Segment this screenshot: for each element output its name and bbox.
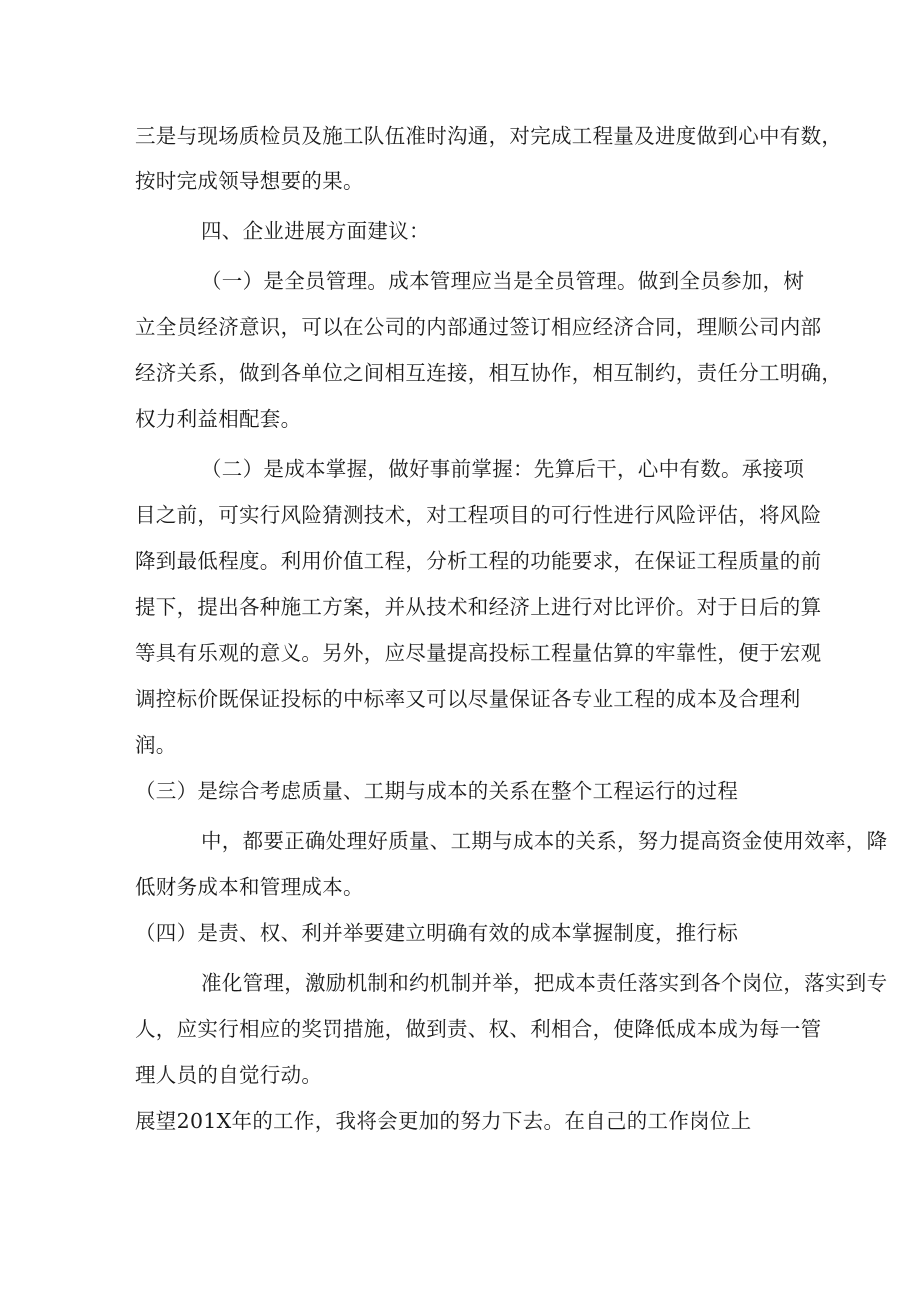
item-2-line-4: 提下，提出各种施工方案，并从技术和经济上进行对比评价。对于日后的算	[135, 595, 822, 619]
item-4-line-3: 人，应实行相应的奖罚措施，做到责、权、利相合，使降低成本成为每一管	[135, 1017, 822, 1041]
item-2-line-6: 调控标价既保证投标的中标率又可以尽量保证各专业工程的成本及合理利	[135, 687, 801, 711]
item-2-line-3: 降到最低程度。利用价值工程，分析工程的功能要求，在保证工程质量的前	[135, 549, 822, 573]
item-4-line-4: 理人员的自觉行动。	[135, 1063, 323, 1087]
item-4-line-2: 准化管理，激励机制和约机制并举，把成本责任落实到各个岗位，落实到专	[201, 971, 888, 995]
section-heading-4: 四、企业进展方面建议：	[201, 219, 430, 243]
item-1-line-4: 权力利益相配套。	[135, 407, 302, 431]
item-4-line-1: （四）是责、权、利并举要建立明确有效的成本掌握制度，推行标	[135, 921, 739, 945]
item-3-line-1: （三）是综合考虑质量、工期与成本的关系在整个工程运行的过程	[135, 779, 739, 803]
item-2-line-1: （二）是成本掌握，做好事前掌握：先算后干，心中有数。承接项	[201, 457, 805, 481]
item-1-line-2: 立全员经济意识，可以在公司的内部通过签订相应经济合同，理顺公司内部	[135, 315, 822, 339]
paragraph-3-line-2: 按时完成领导想要的果。	[135, 169, 364, 193]
item-2-line-5: 等具有乐观的意义。另外，应尽量提高投标工程量估算的牢靠性，便于宏观	[135, 641, 822, 665]
item-2-line-2: 目之前，可实行风险猜测技术，对工程项目的可行性进行风险评估，将风险	[135, 503, 822, 527]
paragraph-3-line-1: 三是与现场质检员及施工队伍准时沟通，对完成工程量及进度做到心中有数，	[135, 124, 843, 148]
item-3-line-2: 中，都要正确处理好质量、工期与成本的关系，努力提高资金使用效率，降	[201, 829, 888, 853]
item-3-line-3: 低财务成本和管理成本。	[135, 875, 364, 899]
item-2-line-7: 润。	[135, 733, 177, 757]
closing-paragraph-line-1: 展望201X年的工作，我将会更加的努力下去。在自己的工作岗位上	[135, 1109, 752, 1133]
item-1-line-1: （一）是全员管理。成本管理应当是全员管理。做到全员参加，树	[201, 269, 805, 293]
item-1-line-3: 经济关系，做到各单位之间相互连接，相互协作，相互制约，责任分工明确，	[135, 361, 843, 385]
